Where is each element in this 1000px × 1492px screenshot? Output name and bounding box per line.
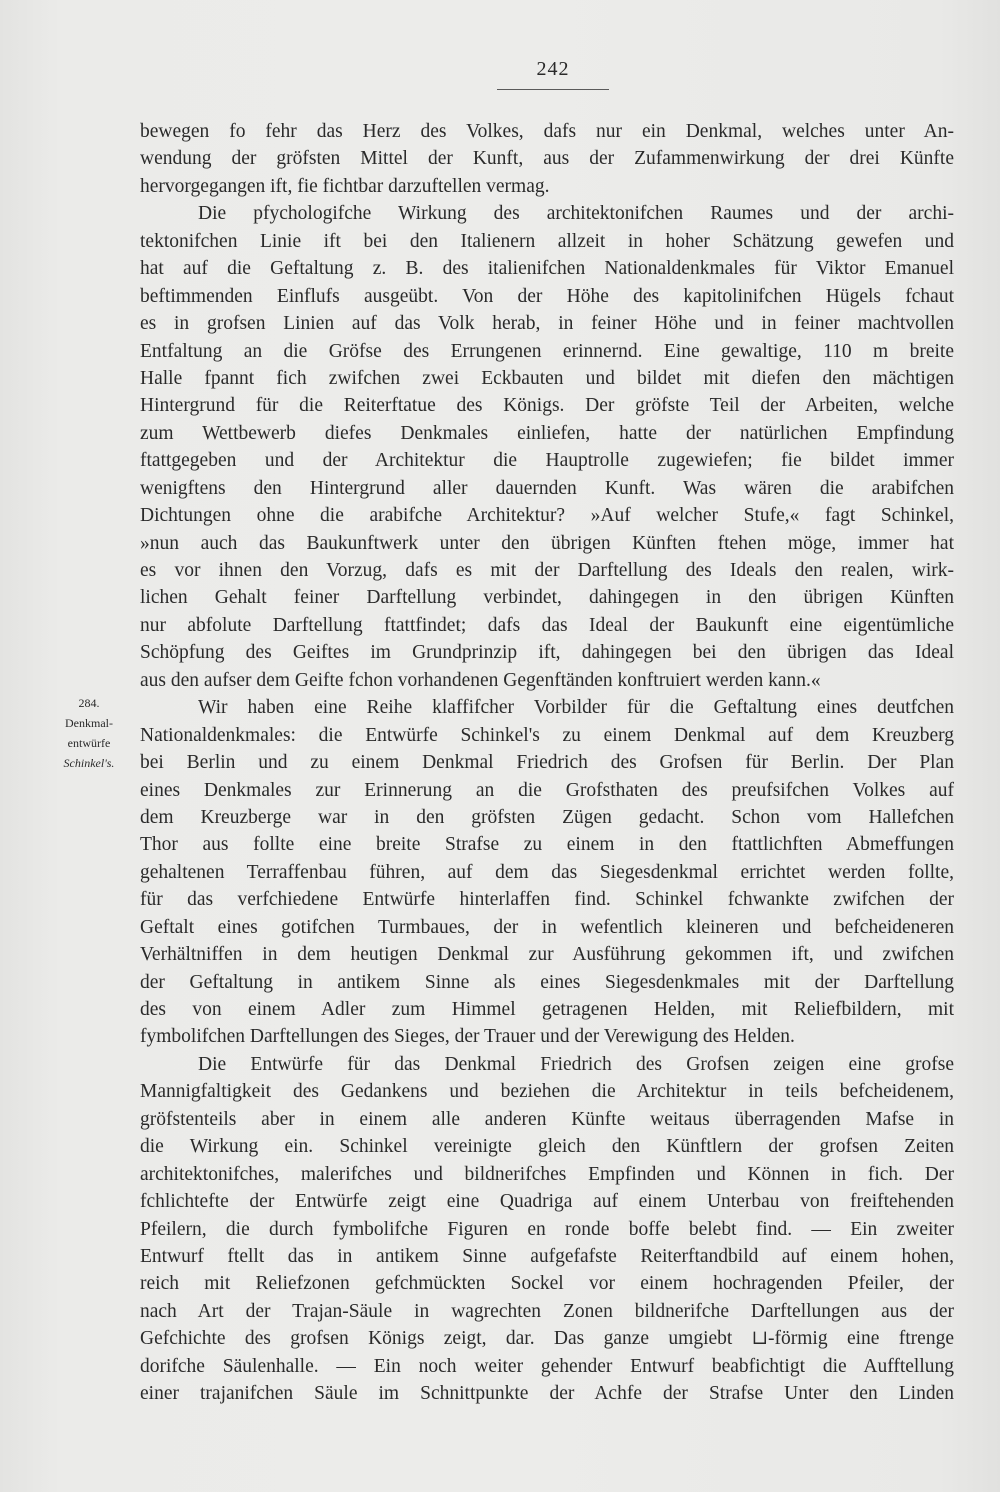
text-line: Dichtungen ohne die arabifche Architektur? »Auf welcher Stufe,« fagt Schinkel, [140,505,954,527]
margin-note-line: Denkmal- [65,716,113,730]
text-line: wendung der gröfsten Mittel der Kunft, aus der Zufammenwirkung der drei Künfte [140,148,954,170]
text-line: es vor ihnen den Vorzug, dafs es mit der Darftellung des Ideals den realen, wirk- [140,560,954,581]
margin-note-number: 284. [78,696,100,710]
text-line: Wir haben eine Reihe klaffifcher Vorbilder für die Geftaltung eines deutfchen [198,697,954,719]
text-line: Nationaldenkmales: die Entwürfe Schinkel's zu einem Denkmal auf dem Kreuzberg [140,724,954,746]
page-number: 242 [536,58,570,80]
text-line: fchlichtefte der Entwürfe zeigt eine Quadriga auf einem Unterbau von freiftehenden [140,1191,954,1213]
text-line: reich mit Reliefzonen gefchmückten Sockel vor einem hochragenden Pfeiler, der [140,1273,954,1295]
margin-note-line: Schinkel's. [63,756,115,770]
page-number-rule [497,89,609,90]
text-line: der Geftaltung in antikem Sinne als eines Siegesdenkmales mit der Darftellung [140,971,954,993]
text-line: hat auf die Geftaltung z. B. des italienifchen Nationaldenkmales für Viktor Emanuel [140,258,954,280]
text-line: wenigftens den Hintergrund aller dauernden Kunft. Was wären die arabifchen [140,477,954,499]
text-line: es in grofsen Linien auf das Volk herab, in feiner Höhe und in feiner machtvollen [140,313,954,335]
text-line: Die Entwürfe für das Denkmal Friedrich des Grofsen zeigen eine grofse [198,1053,954,1075]
text-line: Verhältniffen in dem heutigen Denkmal zur Ausführung gekommen ift, und zwifchen [140,944,954,966]
text-line: architektonifches, malerifches und bildnerifches Empfinden und Können in fich. Der [140,1163,954,1185]
text-line: nach Art der Trajan-Säule in wagrechten Zonen bildnerifche Darftellungen aus der [140,1300,954,1322]
text-line: Die pfychologifche Wirkung des architektonifchen Raumes und der archi- [198,203,954,225]
text-line: gröfstenteils aber in einem alle anderen Künfte weitaus überragenden Mafse in [140,1108,954,1130]
text-line: Gefchichte des grofsen Königs zeigt, dar. Das ganze umgiebt ⊔-förmig eine ftrenge [140,1328,954,1350]
text-line: Entwurf ftellt das in antikem Sinne aufgefafste Reiterftandbild auf einem hohen, [140,1245,954,1267]
margin-note [50,693,128,773]
text-line: einer trajanifchen Säule im Schnittpunkte der Achfe der Strafse Unter den Linden [140,1383,954,1405]
text-line: Halle fpannt fich zwifchen zwei Eckbauten und bildet mit diefen den mächtigen [140,367,954,389]
text-line: ftattgegeben und der Architektur die Hauptrolle zugewiefen; fie bildet immer [140,450,954,472]
text-line: dem Kreuzberge war in den gröfsten Zügen gedacht. Schon vom Hallefchen [140,806,954,828]
body-text [140,118,954,1408]
text-line: Mannigfaltigkeit des Gedankens und beziehen die Architektur in teils befcheidenem, [140,1081,954,1103]
text-line: dorifche Säulenhalle. — Ein noch weiter gehender Entwurf beabfichtigt die Aufftellung [140,1355,954,1377]
text-line: gehaltenen Terraffenbau führen, auf dem das Siegesdenkmal errichtet werden follte, [140,861,954,883]
text-line: bei Berlin und zu einem Denkmal Friedrich des Grofsen für Berlin. Der Plan [140,752,954,774]
text-line: eines Denkmales zur Erinnerung an die Grofsthaten des preufsifchen Volkes auf [140,779,954,801]
text-line: zum Wettbewerb diefes Denkmales einliefen, hatte der natürlichen Empfindung [140,422,954,444]
text-line: Geftalt eines gotifchen Turmbaues, der in wefentlich kleineren und befcheideneren [140,916,954,938]
text-line: fymbolifchen Darftellungen des Sieges, der Trauer und der Verewigung des Helden. [140,1026,795,1048]
text-line: lichen Gehalt feiner Darftellung verbindet, dahingegen in den übrigen Künften [140,587,954,609]
text-line: »nun auch das Baukunftwerk unter den übrigen Künften ftehen möge, immer hat [140,532,954,554]
text-line: Thor aus follte eine breite Strafse zu einem in den ftattlichften Abmeffungen [140,834,954,856]
text-line: Schöpfung des Geiftes im Grundprinzip ift, dahingegen bei den übrigen das Ideal [140,642,954,664]
text-line: Pfeilern, die durch fymbolifche Figuren en ronde boffe belebt find. — Ein zweiter [140,1218,954,1240]
text-line: Entfaltung an die Gröfse des Errungenen erinnernd. Eine gewaltige, 110 m breite [140,340,954,362]
text-line: für das verfchiedene Entwürfe hinterlaffen find. Schinkel fchwankte zwifchen der [140,889,954,911]
text-line: die Wirkung ein. Schinkel vereinigte gleich den Künftlern der grofsen Zeiten [140,1136,954,1158]
text-line: tektonifchen Linie ift bei den Italienern allzeit in hoher Schätzung gewefen und [140,230,954,252]
text-line: beftimmenden Einflufs ausgeübt. Von der Höhe des kapitolinifchen Hügels fchaut [140,285,954,307]
text-line: aus den aufser dem Geifte fchon vorhandenen Gegenftänden konftruiert werden kann.« [140,669,821,691]
text-line: nur abfolute Darftellung ftattfindet; dafs das Ideal der Baukunft eine eigentümliche [140,614,954,636]
text-line: Hintergrund für die Reiterftatue des Königs. Der gröfste Teil der Arbeiten, welche [140,395,954,417]
margin-note-line: entwürfe [67,736,111,750]
text-line: bewegen fo fehr das Herz des Volkes, dafs nur ein Denkmal, welches unter An- [140,121,954,142]
text-line: des von einem Adler zum Himmel getragenen Helden, mit Reliefbildern, mit [140,999,954,1020]
text-line: hervorgegangen ift, fie fichtbar darzuftellen vermag. [140,175,550,197]
